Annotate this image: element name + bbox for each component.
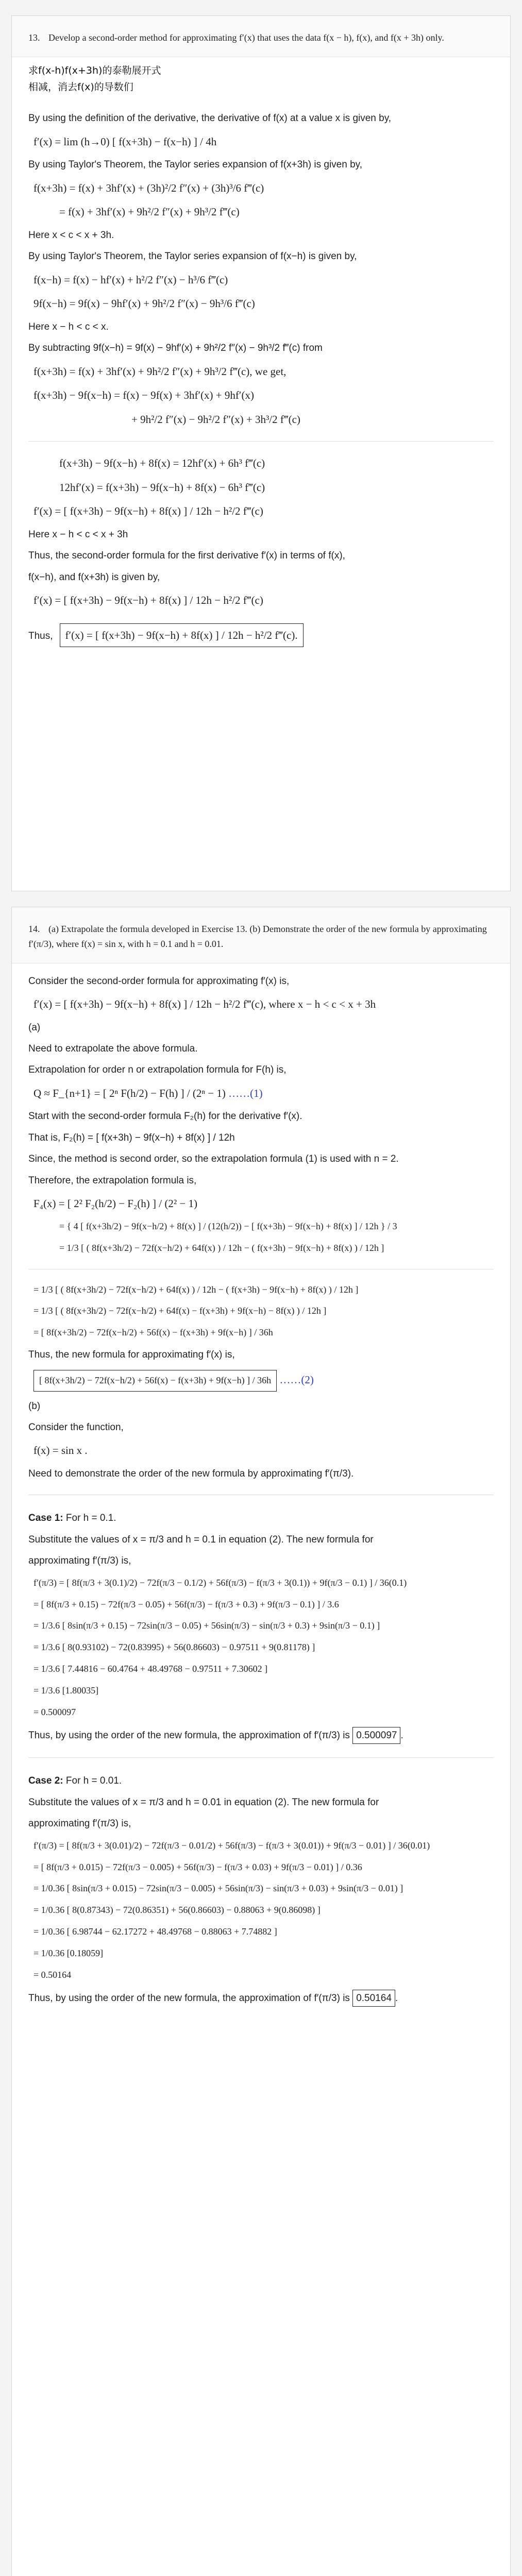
solution-text: Thus, the second-order formula for the first derivative f′(x) in terms of f(x), <box>28 550 345 562</box>
solution-text: Consider the second-order formula for approximating f′(x) is, <box>28 975 290 987</box>
part-label: (a) <box>28 1022 41 1033</box>
equation-tag: ……(1) <box>228 1087 263 1099</box>
part-label: (b) <box>28 1400 41 1412</box>
equation: f(x+3h) − 9f(x−h) + 8f(x) = 12hf′(x) + 6h³ f‴(c) <box>59 457 265 470</box>
solution-text: Start with the second-order formula F₂(h) for the derivative f′(x). <box>28 1111 302 1122</box>
solution-text: Therefore, the extrapolation formula is, <box>28 1175 197 1186</box>
equation: f(x) = sin x . <box>33 1444 88 1457</box>
equation: = f(x) + 3hf′(x) + 9h²/2 f″(x) + 9h³/2 f‴(c) <box>59 206 240 218</box>
divider <box>28 441 494 442</box>
answer-box: 0.50164 <box>352 1990 395 2007</box>
equation: f′(π/3) = [ 8f(π/3 + 3(0.01)/2) − 72f(π/3 − 0.01/2) + 56f(π/3) − f(π/3 + 3(0.01)) + 9f(π/3 − 0.01) ] / 36(0.01) <box>33 1840 430 1851</box>
case-title: Case 2: <box>28 1775 63 1787</box>
equation: = 1/3.6 [1.80035] <box>33 1685 99 1696</box>
equation: f(x+3h) = f(x) + 3hf′(x) + 9h²/2 f″(x) + 9h³/2 f‴(c), we get, <box>33 365 287 378</box>
equation: = [ 8f(π/3 + 0.015) − 72f(π/3 − 0.005) + 56f(π/3) − f(π/3 + 0.03) + 9f(π/3 − 0.01) ] / 0.36 <box>33 1861 362 1872</box>
equation: f′(x) = [ f(x+3h) − 9f(x−h) + 8f(x) ] / 12h − h²/2 f‴(c) <box>33 505 263 518</box>
new-formula-box: [ 8f(x+3h/2) − 72f(x−h/2) + 56f(x) − f(x+3h) + 9f(x−h) ] / 36h <box>33 1370 277 1392</box>
solution-card-14 <box>11 907 511 2576</box>
problem-number: 14. <box>28 924 40 934</box>
solution-text: Substitute the values of x = π/3 and h = 0.1 in equation (2). The new formula for <box>28 1534 374 1545</box>
equation: = 1/3.6 [ 8(0.93102) − 72(0.83995) + 56(0.86603) − 0.97511 + 9(0.81178) ] <box>33 1642 315 1653</box>
solution-card-13 <box>11 15 511 891</box>
equation-tag: ……(2) <box>279 1373 314 1386</box>
solution-text: Here x − h < c < x. <box>28 321 109 332</box>
problem-text: Develop a second-order method for approximating f′(x) that uses the data f(x − h), f(x), and f(x + 3h) only. <box>48 32 444 43</box>
solution-text: Extrapolation for order n or extrapolation formula for F(h) is, <box>28 1064 287 1076</box>
equation: = 1/3 [ ( 8f(x+3h/2) − 72f(x−h/2) + 64f(x) − f(x+3h) + 9f(x−h) − 8f(x) ) / 12h ] <box>33 1306 327 1316</box>
solution-text: Since, the method is second order, so the extrapolation formula (1) is used with n = 2. <box>28 1154 399 1165</box>
problem-text: (a) Extrapolate the formula developed in Exercise 13. (b) Demonstrate the order of the new formula by approximating f′(π/3), where f(x) = sin x, with h = 0.1 and h = 0.01. <box>28 924 487 949</box>
solution-text: By using Taylor's Theorem, the Taylor series expansion of f(x−h) is given by, <box>28 251 357 262</box>
solution-text: Thus, the new formula for approximating f′(x) is, <box>28 1349 235 1361</box>
equation: = 1/3.6 [ 8sin(π/3 + 0.15) − 72sin(π/3 − 0.05) + 56sin(π/3) − sin(π/3 + 0.3) + 9sin(π/3 − 0.1) ] <box>33 1620 380 1631</box>
case-subtitle: For h = 0.01. <box>65 1775 122 1787</box>
solution-body <box>12 963 510 2018</box>
note-line: 相减，消去f(x)的导数们 <box>28 81 133 93</box>
solution-text: That is, F₂(h) = [ f(x+3h) − 9f(x−h) + 8f(x) ] / 12h <box>28 1132 235 1143</box>
equation: = [ 8f(x+3h/2) − 72f(x−h/2) + 56f(x) − f(x+3h) + 9f(x−h) ] / 36h <box>33 1327 273 1338</box>
solution-body <box>12 100 510 665</box>
equation: 9f(x−h) = 9f(x) − 9hf′(x) + 9h²/2 f″(x) − 9h³/6 f‴(c) <box>33 297 255 310</box>
equation: = 1/3.6 [ 7.44816 − 60.4764 + 48.49768 − 0.97511 + 7.30602 ] <box>33 1664 268 1674</box>
equation: F₄(x) = [ 2² F₂(h/2) − F₂(h) ] / (2² − 1) <box>33 1197 197 1210</box>
solution-text: Need to demonstrate the order of the new formula by approximating f′(π/3). <box>28 1468 354 1479</box>
solution-text: approximating f′(π/3) is, <box>28 1818 131 1829</box>
equation: = 1/0.36 [ 8(0.87343) − 72(0.86351) + 56(0.86603) − 0.88063 + 9(0.86098) ] <box>33 1905 321 1916</box>
equation: f′(π/3) = [ 8f(π/3 + 3(0.1)/2) − 72f(π/3 − 0.1/2) + 56f(π/3) − f(π/3 + 3(0.1)) + 9f(π/3 − 0.1) ] / 36(0.1) <box>33 1577 407 1588</box>
case-title: Case 1: <box>28 1513 63 1524</box>
case-1: Case 1: For h = 0.1. Substitute the values of x = π/3 and h = 0.1 in equation (2). The new formula for approximating f′(π/3) is, f′(π/3) = [ 8f(π/3 + 3(0.1)/2) − 72f(π/3 − 0.1/2) + 56f(π/3) − f(π/3 + 3(0.1)) + 9f(π/3 − 0.1) ] / 36(0.1) = [ 8f(π/3 + 0.15) − 72f(π/3 − 0.05) + 56f(π/3) − f(π/3 + 0.3) + 9f(π/3 − 0.1) ] / 3.6 = 1/3.6 [ 8sin(π/3 + 0.15) − 72sin(π/3 − 0.05) + 56sin(π/3) − sin(π/3 + 0.3) + 9sin(π/3 − 0.1) ] = 1/3.6 [ 8(0.93102) − 72(0.83995) + 56(0.86603) − 0.97511 + 9(0.81178) ] = 1/3.6 [ 7.44816 − 60.4764 + 48.49768 − 0.97511 + 7.30602 ] = 1/3.6 [1.80035] = 0.500097 Thus, by using the order of the new formula, the approximation of f′(π/3) is 0.500097 . <box>28 1495 494 1744</box>
equation: f(x+3h) − 9f(x−h) = f(x) − 9f(x) + 3hf′(x) + 9hf′(x) <box>33 389 254 402</box>
problem-number: 13. <box>28 32 40 43</box>
equation: = { 4 [ f(x+3h/2) − 9f(x−h/2) + 8f(x) ] / (12(h/2)) − [ f(x+3h) − 9f(x−h) + 8f(x) ] / 12h } / 3 <box>59 1221 397 1231</box>
solution-text: Need to extrapolate the above formula. <box>28 1043 198 1055</box>
solution-text: Substitute the values of x = π/3 and h = 0.01 in equation (2). The new formula for <box>28 1797 379 1808</box>
equation: Q ≈ F_{n+1} = [ 2ⁿ F(h/2) − F(h) ] / (2ⁿ − 1) <box>33 1087 226 1099</box>
solution-text: Here x − h < c < x + 3h <box>28 529 128 540</box>
equation: = 0.500097 <box>33 1707 76 1718</box>
problem-statement <box>12 16 510 57</box>
solution-text: approximating f′(π/3) is, <box>28 1555 131 1567</box>
solution-text: f(x−h), and f(x+3h) is given by, <box>28 571 160 583</box>
equation: = 1/0.36 [ 6.98744 − 62.17272 + 48.49768 − 0.88063 + 7.74882 ] <box>33 1926 277 1937</box>
handwritten-note <box>12 57 510 101</box>
case-subtitle: For h = 0.1. <box>65 1513 116 1524</box>
solution-text: By subtracting 9f(x−h) = 9f(x) − 9hf′(x) + 9h²/2 f″(x) − 9h³/2 f‴(c) from <box>28 343 323 354</box>
solution-text: Thus, <box>28 630 53 641</box>
problem-statement <box>12 907 510 963</box>
equation: = 1/3 [ ( 8f(x+3h/2) − 72f(x−h/2) + 64f(x) ) / 12h − ( f(x+3h) − 9f(x−h) + 8f(x) ) / 12h ] <box>59 1242 384 1253</box>
solution-text: By using Taylor's Theorem, the Taylor series expansion of f(x+3h) is given by, <box>28 159 363 171</box>
solution-text: Here x < c < x + 3h. <box>28 229 114 241</box>
equation: = 1/3 [ ( 8f(x+3h/2) − 72f(x−h/2) + 64f(x) ) / 12h − ( f(x+3h) − 9f(x−h) + 8f(x) ) / 12h ] <box>33 1284 359 1295</box>
equation: f(x+3h) = f(x) + 3hf′(x) + (3h)²/2 f″(x) + (3h)³/6 f‴(c) <box>33 181 264 194</box>
case-2: Case 2: For h = 0.01. Substitute the values of x = π/3 and h = 0.01 in equation (2). The new formula for approximating f′(π/3) is, f′(π/3) = [ 8f(π/3 + 3(0.01)/2) − 72f(π/3 − 0.01/2) + 56f(π/3) − f(π/3 + 3(0.01)) + 9f(π/3 − 0.01) ] / 36(0.01) = [ 8f(π/3 + 0.015) − 72f(π/3 − 0.005) + 56f(π/3) − f(π/3 + 0.03) + 9f(π/3 − 0.01) ] / 0.36 = 1/0.36 [ 8sin(π/3 + 0.015) − 72sin(π/3 − 0.005) + 56sin(π/3) − sin(π/3 + 0.03) + 9sin(π/3 − 0.01) ] = 1/0.36 [ 8(0.87343) − 72(0.86351) + 56(0.86603) − 0.88063 + 9(0.86098) ] = 1/0.36 [ 6.98744 − 62.17272 + 48.49768 − 0.88063 + 7.74882 ] = 1/0.36 [0.18059] = 0.50164 Thus, by using the order of the new formula, the approximation of f′(π/3) is 0.50164 . <box>28 1757 494 2007</box>
equation: = 0.50164 <box>33 1970 72 1980</box>
equation: = 1/0.36 [ 8sin(π/3 + 0.015) − 72sin(π/3 − 0.005) + 56sin(π/3) − sin(π/3 + 0.03) + 9sin(π/3 − 0.01) ] <box>33 1883 403 1894</box>
equation: = 1/0.36 [0.18059] <box>33 1948 104 1959</box>
equation: f′(x) = [ f(x+3h) − 9f(x−h) + 8f(x) ] / 12h − h²/2 f‴(c), where x − h < c < x + 3h <box>33 998 376 1011</box>
solution-text: Thus, by using the order of the new formula, the approximation of f′(π/3) is <box>28 1730 350 1741</box>
equation: f(x−h) = f(x) − hf′(x) + h²/2 f″(x) − h³/6 f‴(c) <box>33 273 228 286</box>
answer-box: 0.500097 <box>352 1727 400 1744</box>
equation: 12hf′(x) = f(x+3h) − 9f(x−h) + 8f(x) − 6h³ f‴(c) <box>59 481 265 494</box>
equation: = [ 8f(π/3 + 0.15) − 72f(π/3 − 0.05) + 56f(π/3) − f(π/3 + 0.3) + 9f(π/3 − 0.1) ] / 3.6 <box>33 1599 339 1609</box>
equation: f′(x) = [ f(x+3h) − 9f(x−h) + 8f(x) ] / 12h − h²/2 f‴(c) <box>33 594 263 607</box>
note-line: 求f(x-h)f(x+3h)的泰勒展开式 <box>28 64 161 76</box>
solution-text: By using the definition of the derivative, the derivative of f(x) at a value x is given by, <box>28 113 392 124</box>
final-answer-box: f′(x) = [ f(x+3h) − 9f(x−h) + 8f(x) ] / 12h − h²/2 f‴(c). <box>60 623 304 648</box>
equation: + 9h²/2 f″(x) − 9h²/2 f″(x) + 3h³/2 f‴(c) <box>131 413 300 426</box>
solution-text: Thus, by using the order of the new formula, the approximation of f′(π/3) is <box>28 1992 350 2004</box>
solution-text: Consider the function, <box>28 1421 124 1433</box>
equation-definition: f′(x) = lim (h→0) [ f(x+3h) − f(x−h) ] / 4h <box>33 135 217 148</box>
